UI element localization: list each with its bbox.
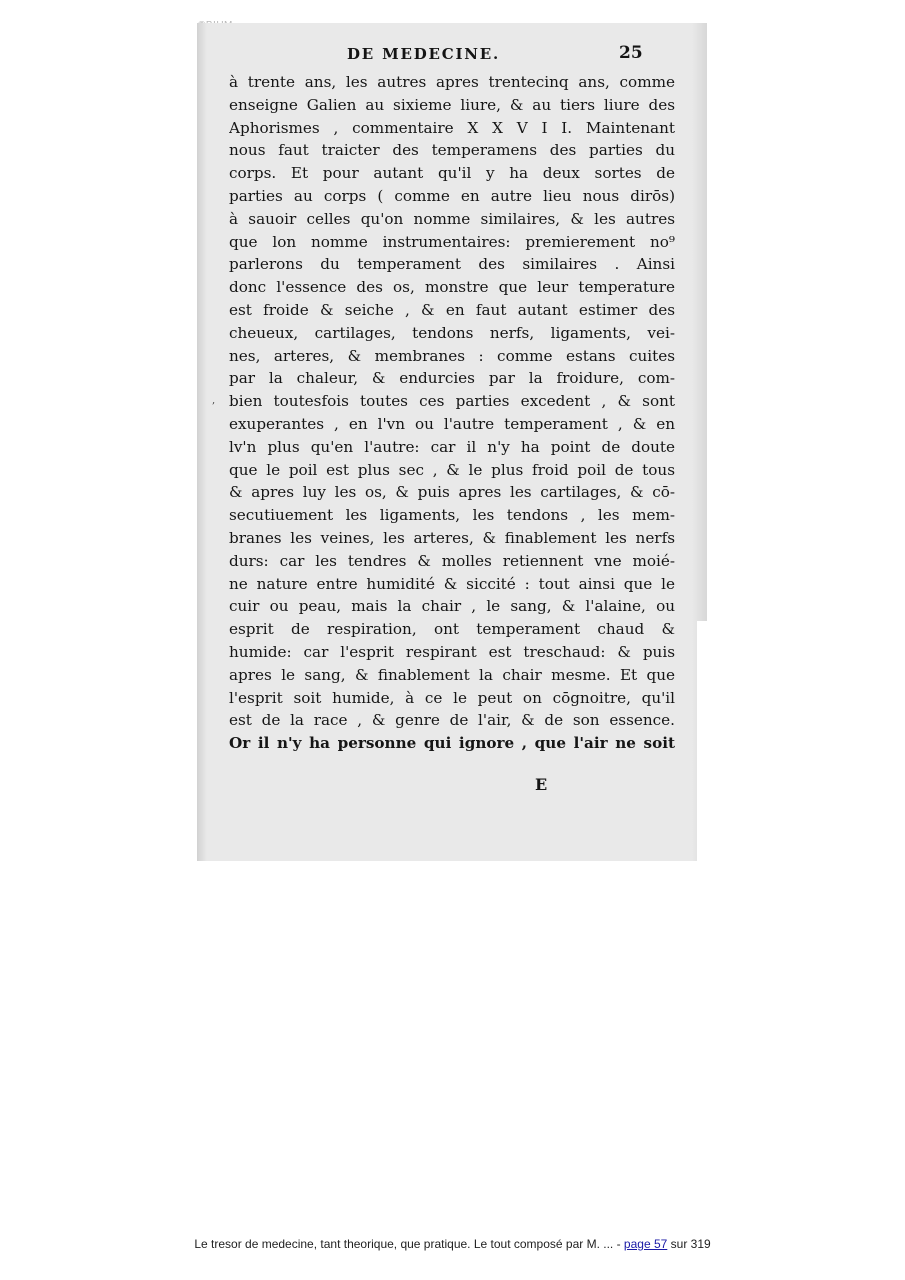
text-line: parlerons du temperament des similaires . Ainsi [229, 255, 675, 274]
text-line: durs: car les tendres & molles retiennent vne moié- [229, 551, 675, 570]
text-line: ne nature entre humidité & siccité : tout ainsi que le [229, 574, 675, 593]
text-line: nes, arteres, & membranes : comme estans cuites [229, 346, 675, 365]
text-line: que lon nomme instrumentaires: premierement no⁹ [229, 232, 675, 251]
running-head-title: DE MEDECINE. [347, 45, 501, 63]
text-line: l'esprit soit humide, à ce le peut on cōgnoitre, qu'il [229, 688, 675, 707]
text-line: que le poil est plus sec , & le plus froid poil de tous [229, 460, 675, 479]
text-line: humide: car l'esprit respirant est treschaud: & puis [229, 642, 675, 661]
text-line: à trente ans, les autres apres trentecinq ans, comme [229, 73, 675, 91]
text-line: Or il n'y ha personne qui ignore , que l'air ne soit [229, 734, 675, 753]
text-line: & apres luy les os, & puis apres les cartilages, & cō- [229, 483, 675, 502]
document-footer [0, 1237, 905, 1251]
running-head [197, 45, 707, 71]
scan-edge [697, 621, 707, 861]
text-line: à sauoir celles qu'on nomme similaires, & les autres [229, 209, 675, 228]
text-line: bien toutesfois toutes ces parties excedent , & sont [229, 392, 675, 411]
text-line: est de la race , & genre de l'air, & de son essence. [229, 711, 675, 730]
text-line: donc l'essence des os, monstre que leur temperature [229, 278, 675, 297]
text-line: esprit de respiration, ont temperament chaud & [229, 620, 675, 639]
catchword-signature: E [535, 775, 548, 794]
text-line: cuir ou peau, mais la chair , le sang, & l'alaine, ou [229, 597, 675, 616]
footer-title: Le tresor de medecine, tant theorique, que pratique. Le tout composé par M. ... - [194, 1237, 624, 1251]
body-text [229, 71, 675, 755]
scanned-page [197, 23, 707, 861]
text-line: apres le sang, & finablement la chair mesme. Et que [229, 665, 675, 684]
text-line: corps. Et pour autant qu'il y ha deux sortes de [229, 164, 675, 183]
text-line: est froide & seiche , & en faut autant estimer des [229, 300, 675, 319]
text-line: secutiuement les ligaments, les tendons , les mem- [229, 506, 675, 525]
text-line: lv'n plus qu'en l'autre: car il n'y ha point de doute [229, 437, 675, 456]
footer-page-count: sur 319 [667, 1237, 711, 1251]
text-line: branes les veines, les arteres, & finablement les nerfs [229, 528, 675, 547]
page-link[interactable]: page 57 [623, 1237, 668, 1251]
text-line: Aphorismes , commentaire X X V I I. Maintenant [229, 118, 675, 137]
page-number: 25 [619, 43, 643, 63]
text-line: enseigne Galien au sixieme liure, & au tiers liure des [229, 95, 675, 114]
text-line: cheueux, cartilages, tendons nerfs, ligaments, vei- [229, 323, 675, 342]
text-line: par la chaleur, & endurcies par la froidure, com- [229, 369, 675, 388]
text-line: parties au corps ( comme en autre lieu nous dirōs) [229, 186, 675, 205]
text-line: nous faut traicter des temperamens des parties du [229, 141, 675, 160]
text-line: exuperantes , en l'vn ou l'autre temperament , & en [229, 414, 675, 433]
margin-mark: , [212, 395, 216, 406]
